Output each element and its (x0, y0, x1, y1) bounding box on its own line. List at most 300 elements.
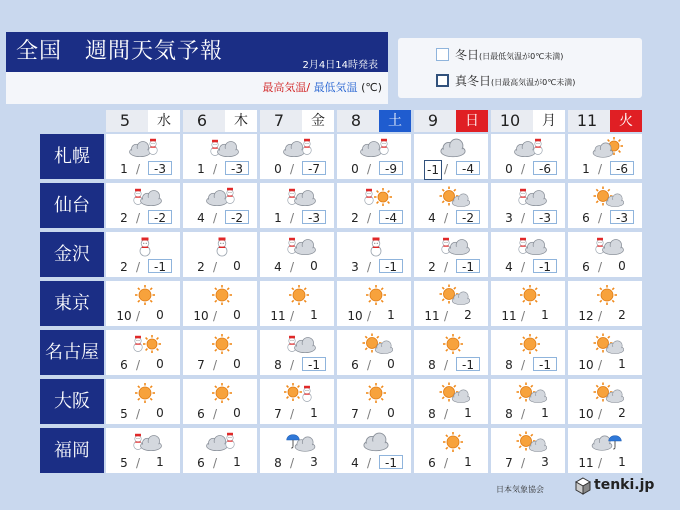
temp-separator: / (444, 211, 449, 225)
temp-separator: / (290, 211, 295, 225)
temperature-line (491, 258, 565, 276)
sun-icon (205, 381, 239, 405)
forecast-cell (491, 428, 565, 473)
snow-sun-icon (359, 185, 393, 209)
temperature-line (568, 454, 642, 472)
temperature-line (260, 454, 334, 472)
temp-separator: / (521, 309, 526, 323)
sun-snow-icon (282, 381, 316, 405)
forecast-cell (414, 134, 488, 179)
temp-separator: / (367, 162, 372, 176)
temperature-line (106, 160, 180, 178)
snow-cloud-icon (128, 430, 162, 454)
temp-separator: / (136, 456, 141, 470)
cloud-icon (359, 430, 393, 454)
min-temp: 3 (541, 455, 549, 469)
forecast-cell (260, 330, 334, 375)
min-temp: -1 (379, 259, 403, 273)
mafuyubi-swatch (436, 74, 449, 87)
day-of-week: 月 (533, 110, 565, 132)
day-number: 7 (273, 111, 285, 130)
max-temp: 6 (351, 358, 359, 372)
temperature-line (414, 307, 488, 325)
temp-separator: / (444, 456, 449, 470)
snow-cloud-icon (436, 234, 470, 258)
min-temp: 1 (464, 455, 472, 469)
temperature-line (337, 160, 411, 178)
forecast-cell (414, 379, 488, 424)
title-panel (6, 32, 388, 104)
temp-separator: / (367, 456, 372, 470)
min-temp: 1 (310, 406, 318, 420)
forecast-cell (337, 134, 411, 179)
cloud-snow-icon (128, 136, 162, 160)
temp-separator: / (444, 260, 449, 274)
day-header (414, 110, 488, 132)
min-temp: -1 (456, 259, 480, 273)
temp-separator: / (598, 162, 603, 176)
max-temp: 3 (351, 260, 359, 274)
min-temp: -1 (456, 357, 480, 371)
temp-separator: / (290, 456, 295, 470)
min-temp: 0 (156, 406, 164, 420)
temperature-line (568, 209, 642, 227)
min-temp: 1 (156, 455, 164, 469)
mafuyubi-label: 真冬日 (455, 74, 492, 88)
city-label: 仙台 (40, 183, 104, 228)
temp-separator: / (444, 162, 449, 176)
min-temp: -3 (533, 210, 557, 224)
city-label: 大阪 (40, 379, 104, 424)
max-temp: 11 (270, 309, 286, 323)
max-temp: 10 (347, 309, 363, 323)
day-header (106, 110, 180, 132)
snow-icon (128, 234, 162, 258)
temperature-line (337, 209, 411, 227)
max-temp: 6 (582, 260, 590, 274)
forecast-cell (568, 134, 642, 179)
forecast-cell (260, 428, 334, 473)
sun-icon (436, 430, 470, 454)
issued-time: 2月4日14時発表 (302, 60, 378, 71)
min-temp: -4 (456, 161, 480, 175)
sun-icon (205, 283, 239, 307)
forecast-cell (183, 379, 257, 424)
max-temp: 1 (274, 211, 282, 225)
max-temp: 10 (578, 407, 594, 421)
forecast-cell (260, 281, 334, 326)
sun-cloud-icon (590, 185, 624, 209)
min-temp: 0 (233, 357, 241, 371)
min-temp: -4 (379, 210, 403, 224)
min-temp: 1 (541, 406, 549, 420)
sun-icon (513, 283, 547, 307)
city-label: 名古屋 (40, 330, 104, 375)
forecast-cell (491, 379, 565, 424)
temp-separator: / (213, 211, 218, 225)
min-temp: -3 (302, 210, 326, 224)
max-temp: 5 (120, 407, 128, 421)
max-temp: 2 (351, 211, 359, 225)
temperature-line (106, 356, 180, 374)
temperature-line (491, 209, 565, 227)
max-temp: 8 (428, 407, 436, 421)
temperature-line (260, 405, 334, 423)
temperature-line (568, 258, 642, 276)
sun-cloud-icon (590, 332, 624, 356)
day-of-week: 日 (456, 110, 488, 132)
max-temp: 4 (428, 211, 436, 225)
max-temp: 6 (120, 358, 128, 372)
min-temp: -6 (533, 161, 557, 175)
max-temp: 3 (505, 211, 513, 225)
temperature-line (183, 405, 257, 423)
temp-separator: / (598, 309, 603, 323)
temperature-line (183, 356, 257, 374)
forecast-cell (183, 183, 257, 228)
forecast-cell (337, 281, 411, 326)
day-number: 8 (350, 111, 362, 130)
cloud-snow-icon (359, 136, 393, 160)
max-temp: 7 (505, 456, 513, 470)
forecast-cell (106, 428, 180, 473)
tenki-logo: tenki.jp (594, 477, 655, 493)
day-number: 9 (427, 111, 439, 130)
day-of-week: 金 (302, 110, 334, 132)
day-header (568, 110, 642, 132)
max-temp: 0 (351, 162, 359, 176)
title-bar (6, 32, 388, 72)
temperature-line (414, 405, 488, 423)
temperature-line (183, 160, 257, 178)
temperature-line (337, 258, 411, 276)
min-temp: -2 (225, 210, 249, 224)
max-temp: 2 (428, 260, 436, 274)
temp-separator: / (521, 407, 526, 421)
temperature-line (106, 405, 180, 423)
forecast-cell (491, 134, 565, 179)
sun-icon (128, 283, 162, 307)
forecast-cell (106, 232, 180, 277)
snow-cloud-icon (205, 136, 239, 160)
forecast-cell (414, 232, 488, 277)
min-temp: 1 (541, 308, 549, 322)
legend-separator: / (306, 81, 311, 94)
max-temp: 10 (116, 309, 132, 323)
max-temp: 1 (120, 162, 128, 176)
mafuyubi-note: (日最高気温が0℃未満) (491, 78, 576, 87)
sun-cloud-icon (513, 430, 547, 454)
forecast-cell (337, 428, 411, 473)
temp-separator: / (367, 309, 372, 323)
temperature-line (260, 258, 334, 276)
max-temp: 2 (197, 260, 205, 274)
forecast-cell (414, 281, 488, 326)
min-temp: 2 (464, 308, 472, 322)
forecast-cell (260, 134, 334, 179)
temp-separator: / (213, 358, 218, 372)
forecast-cell (568, 281, 642, 326)
min-temp: -3 (148, 161, 172, 175)
forecast-cell (183, 330, 257, 375)
cloud-snow-icon (205, 430, 239, 454)
rain-cloud-icon (282, 430, 316, 454)
snow-cloud-icon (282, 234, 316, 258)
forecast-cell (491, 232, 565, 277)
forecast-cell (414, 428, 488, 473)
cube-logo-icon (574, 477, 592, 495)
temperature-line (337, 454, 411, 472)
sun-cloud-icon (513, 381, 547, 405)
temp-separator: / (598, 456, 603, 470)
forecast-cell (106, 281, 180, 326)
fuyubi-legend (436, 46, 563, 63)
temperature-line (414, 356, 488, 374)
forecast-cell (106, 183, 180, 228)
temp-separator: / (136, 407, 141, 421)
max-temp: 11 (501, 309, 517, 323)
temp-separator: / (213, 162, 218, 176)
temperature-line (414, 258, 488, 276)
temperature-line (106, 454, 180, 472)
max-temp: 10 (193, 309, 209, 323)
temp-separator: / (521, 456, 526, 470)
temp-separator: / (213, 456, 218, 470)
min-temp: -2 (456, 210, 480, 224)
city-label: 東京 (40, 281, 104, 326)
forecast-cell (337, 232, 411, 277)
sun-icon (436, 332, 470, 356)
min-temp: -9 (379, 161, 403, 175)
snow-icon (359, 234, 393, 258)
temp-separator: / (213, 407, 218, 421)
temp-separator: / (290, 162, 295, 176)
min-temp: -1 (302, 357, 326, 371)
min-temp: 0 (156, 308, 164, 322)
min-temp: 1 (233, 455, 241, 469)
min-temp: 2 (618, 308, 626, 322)
temperature-line (491, 307, 565, 325)
temperature-line (337, 356, 411, 374)
cloud-snow-icon (282, 136, 316, 160)
forecast-cell (414, 330, 488, 375)
temperature-line (260, 160, 334, 178)
cloud-sun-icon (590, 136, 624, 160)
min-temp: -7 (302, 161, 326, 175)
temperature-line (337, 405, 411, 423)
min-temp: 0 (233, 406, 241, 420)
min-temp: -3 (610, 210, 634, 224)
fuyubi-swatch (436, 48, 449, 61)
sun-cloud-icon (436, 283, 470, 307)
max-temp: 0 (505, 162, 513, 176)
temperature-line (491, 356, 565, 374)
temp-separator: / (521, 162, 526, 176)
min-temp-legend: 最低気温 (313, 81, 358, 94)
sun-icon (282, 283, 316, 307)
snow-cloud-icon (513, 185, 547, 209)
unit-label: (℃) (361, 81, 382, 94)
max-temp: 8 (274, 358, 282, 372)
forecast-cell (183, 232, 257, 277)
day-header (260, 110, 334, 132)
min-temp: -3 (225, 161, 249, 175)
sun-icon (128, 381, 162, 405)
forecast-cell (260, 379, 334, 424)
day-of-week: 木 (225, 110, 257, 132)
temp-separator: / (598, 211, 603, 225)
city-label: 金沢 (40, 232, 104, 277)
max-temp: 7 (197, 358, 205, 372)
temp-separator: / (136, 358, 141, 372)
day-number: 11 (576, 111, 598, 130)
temperature-legend (262, 79, 382, 95)
forecast-cell (183, 428, 257, 473)
forecast-cell (568, 183, 642, 228)
day-of-week: 火 (610, 110, 642, 132)
cloud-snow-icon (513, 136, 547, 160)
max-temp: 12 (578, 309, 594, 323)
day-number: 10 (499, 111, 521, 130)
min-temp: 1 (464, 406, 472, 420)
fuyubi-label: 冬日 (455, 48, 480, 62)
forecast-cell (106, 379, 180, 424)
forecast-cell (337, 379, 411, 424)
temp-separator: / (367, 260, 372, 274)
temp-separator: / (598, 358, 603, 372)
forecast-cell (491, 330, 565, 375)
temperature-line (491, 160, 565, 178)
temp-separator: / (367, 407, 372, 421)
temperature-line (183, 454, 257, 472)
snow-icon (205, 234, 239, 258)
temperature-line (106, 307, 180, 325)
forecast-cell (183, 134, 257, 179)
sun-icon (359, 283, 393, 307)
temp-separator: / (290, 309, 295, 323)
temperature-line (260, 209, 334, 227)
forecast-cell (568, 379, 642, 424)
temp-separator: / (521, 260, 526, 274)
sun-cloud-icon (436, 381, 470, 405)
temp-separator: / (290, 358, 295, 372)
temp-separator: / (521, 358, 526, 372)
temperature-line (491, 454, 565, 472)
cloud-icon (436, 136, 470, 160)
max-temp: -1 (424, 160, 442, 180)
max-temp: 6 (197, 407, 205, 421)
min-temp: 0 (387, 357, 395, 371)
temperature-line (337, 307, 411, 325)
max-temp: 7 (351, 407, 359, 421)
max-temp: 6 (197, 456, 205, 470)
temperature-line (568, 356, 642, 374)
temperature-line (414, 209, 488, 227)
snow-cloud-icon (513, 234, 547, 258)
max-temp: 8 (274, 456, 282, 470)
temperature-line (491, 405, 565, 423)
min-temp: 1 (618, 357, 626, 371)
min-temp: 1 (310, 308, 318, 322)
temperature-line (414, 454, 488, 472)
credit-text: 日本気象協会 (496, 485, 544, 494)
temperature-line (106, 209, 180, 227)
temp-separator: / (136, 309, 141, 323)
cloud-snow-icon (205, 185, 239, 209)
fuyubi-note: (日最低気温が0℃未満) (479, 52, 564, 61)
forecast-cell (568, 232, 642, 277)
temp-separator: / (444, 358, 449, 372)
max-temp: 4 (197, 211, 205, 225)
forecast-cell (260, 232, 334, 277)
max-temp: 4 (505, 260, 513, 274)
snow-cloud-icon (282, 185, 316, 209)
temp-separator: / (136, 162, 141, 176)
sun-icon (205, 332, 239, 356)
day-header (183, 110, 257, 132)
temp-separator: / (290, 407, 295, 421)
max-temp: 7 (274, 407, 282, 421)
forecast-cell (568, 428, 642, 473)
cloud-rain-icon (590, 430, 624, 454)
forecast-cell (337, 183, 411, 228)
sun-cloud-icon (436, 185, 470, 209)
forecast-cell (106, 330, 180, 375)
temperature-line (183, 258, 257, 276)
temperature-line (183, 209, 257, 227)
mafuyubi-legend (436, 72, 575, 89)
max-temp: 2 (120, 260, 128, 274)
max-temp: 8 (505, 358, 513, 372)
max-temp: 1 (197, 162, 205, 176)
temperature-line (568, 307, 642, 325)
max-temp: 6 (428, 456, 436, 470)
forecast-cell (491, 281, 565, 326)
min-temp: 1 (387, 308, 395, 322)
forecast-cell (568, 330, 642, 375)
temp-separator: / (136, 260, 141, 274)
max-temp: 8 (428, 358, 436, 372)
temperature-line (568, 405, 642, 423)
temp-separator: / (444, 407, 449, 421)
forecast-cell (260, 183, 334, 228)
box-legend-panel (398, 38, 642, 98)
forecast-cell (414, 183, 488, 228)
sun-cloud-icon (359, 332, 393, 356)
max-temp: 2 (120, 211, 128, 225)
forecast-cell (106, 134, 180, 179)
min-temp: -6 (610, 161, 634, 175)
temp-separator: / (136, 211, 141, 225)
max-temp: 4 (274, 260, 282, 274)
day-of-week: 水 (148, 110, 180, 132)
max-temp: 6 (582, 211, 590, 225)
sun-cloud-icon (590, 381, 624, 405)
sun-icon (359, 381, 393, 405)
temperature-line (106, 258, 180, 276)
snow-cloud-icon (590, 234, 624, 258)
min-temp: 2 (618, 406, 626, 420)
max-temp: 0 (274, 162, 282, 176)
day-number: 6 (196, 111, 208, 130)
max-temp-legend: 最高気温 (262, 81, 307, 94)
city-label: 福岡 (40, 428, 104, 473)
max-temp: 1 (582, 162, 590, 176)
min-temp: 0 (156, 357, 164, 371)
snow-cloud-icon (282, 332, 316, 356)
min-temp: 0 (387, 406, 395, 420)
min-temp: 1 (618, 455, 626, 469)
